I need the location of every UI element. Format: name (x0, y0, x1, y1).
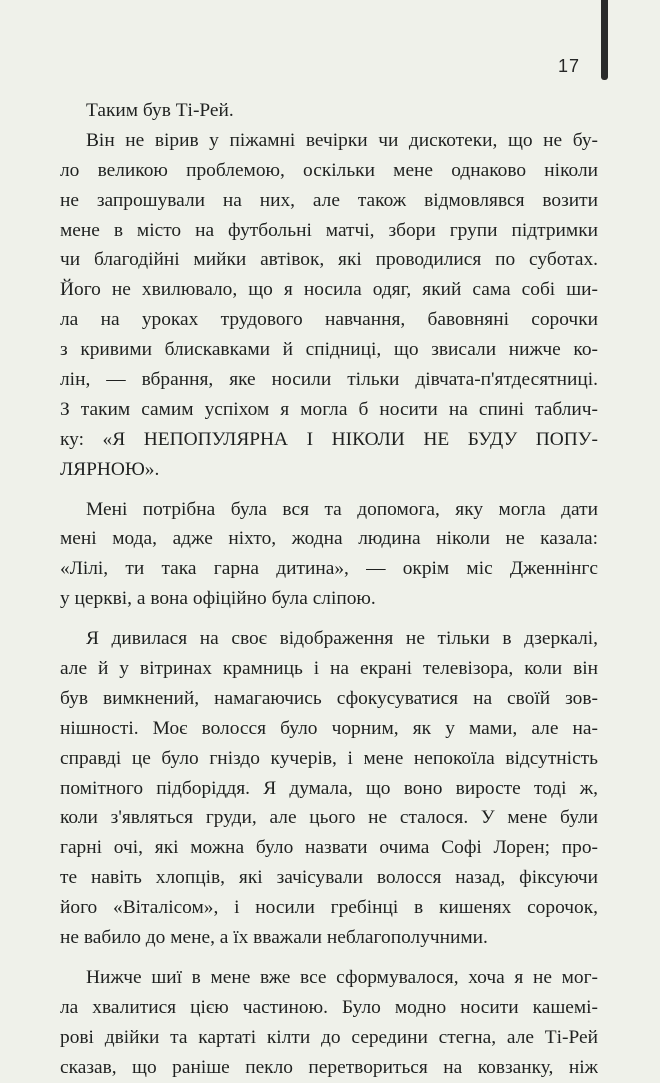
text-line: Нижче шиї в мене вже все сформувалося, хоча я не мог- (86, 966, 598, 988)
text-line: те навіть хлопців, які зачісували волосся назад, фіксуючи (60, 867, 598, 889)
text-line: чи благодійні мийки автівок, які проводилися по суботах. (60, 249, 598, 271)
text-line: гарні очі, які можна було назвати очима Софі Лорен; про- (60, 837, 598, 859)
text-line: Він не вірив у піжамні вечірки чи дискотеки, що не бу- (86, 129, 598, 151)
text-line: нішності. Моє волосся було чорним, як у мами, але на- (60, 717, 598, 739)
text-line: коли з'являться груди, але цього не сталося. У мене були (60, 807, 598, 829)
text-line: ЛЯРНОЮ». (60, 458, 160, 480)
text-line: Його не хвилювало, що я носила одяг, який сама собі ши- (60, 279, 598, 301)
text-line: сказав, що раніше пекло перетвориться на ковзанку, ніж (60, 1056, 598, 1078)
text-line: справді це було гніздо кучерів, і мене непокоїла відсутність (60, 747, 598, 769)
text-line: Таким був Ті-Рей. (86, 100, 234, 121)
text-line: Мені потрібна була вся та допомога, яку могла дати (86, 498, 598, 520)
body-text (60, 96, 598, 1083)
text-line: ла на уроках трудового навчання, бавовняні сорочки (60, 309, 598, 331)
text-line: помітного підборіддя. Я думала, що воно виросте тоді ж, (60, 777, 598, 799)
paragraph-1 (60, 96, 598, 126)
text-line: мене в місто на футбольні матчі, збори групи підтримки (60, 219, 598, 241)
text-line: «Лілі, ти така гарна дитина», — окрім міс Дженнінгс (60, 558, 598, 580)
paragraph-4 (60, 624, 598, 953)
text-line: його «Віталісом», і носили гребінці в кишенях сорочок, (60, 897, 598, 919)
paragraph-3 (60, 495, 598, 615)
text-line: рові двійки та картаті кілти до середини стегна, але Ті-Рей (60, 1026, 598, 1048)
text-line: Я дивилася на своє відображення не тільки в дзеркалі, (86, 628, 598, 650)
text-line: був вимкнений, намагаючись сфокусуватися на своїй зов- (60, 687, 598, 709)
paragraph-5 (60, 963, 598, 1083)
text-line: мені мода, адже ніхто, жодна людина ніколи не казала: (60, 528, 598, 550)
text-line: ла хвалитися цією частиною. Було модно носити кашемі- (60, 996, 598, 1018)
text-line: з кривими блискавками й спідниці, що звисали нижче ко- (60, 339, 598, 361)
paragraph-2 (60, 126, 598, 485)
text-line: ло великою проблемою, оскільки мене однаково ніколи (60, 159, 598, 181)
text-line: не запрошували на них, але також відмовлявся возити (60, 189, 598, 211)
text-line: але й у вітринах крамниць і на екрані телевізора, коли він (60, 658, 598, 680)
text-line: у церкві, а вона офіційно була сліпою. (60, 588, 376, 610)
text-line: ку: «Я НЕПОПУЛЯРНА І НІКОЛИ НЕ БУДУ ПОПУ- (60, 428, 598, 450)
page-edge-mark (601, 0, 608, 80)
text-line: не вабило до мене, а їх вважали неблагополучними. (60, 927, 488, 949)
text-line: З таким самим успіхом я могла б носити на спині таблич- (60, 398, 598, 420)
page-number: 17 (557, 56, 580, 76)
text-line: лін, — вбрання, яке носили тільки дівчата-п'ятдесятниці. (60, 369, 598, 391)
